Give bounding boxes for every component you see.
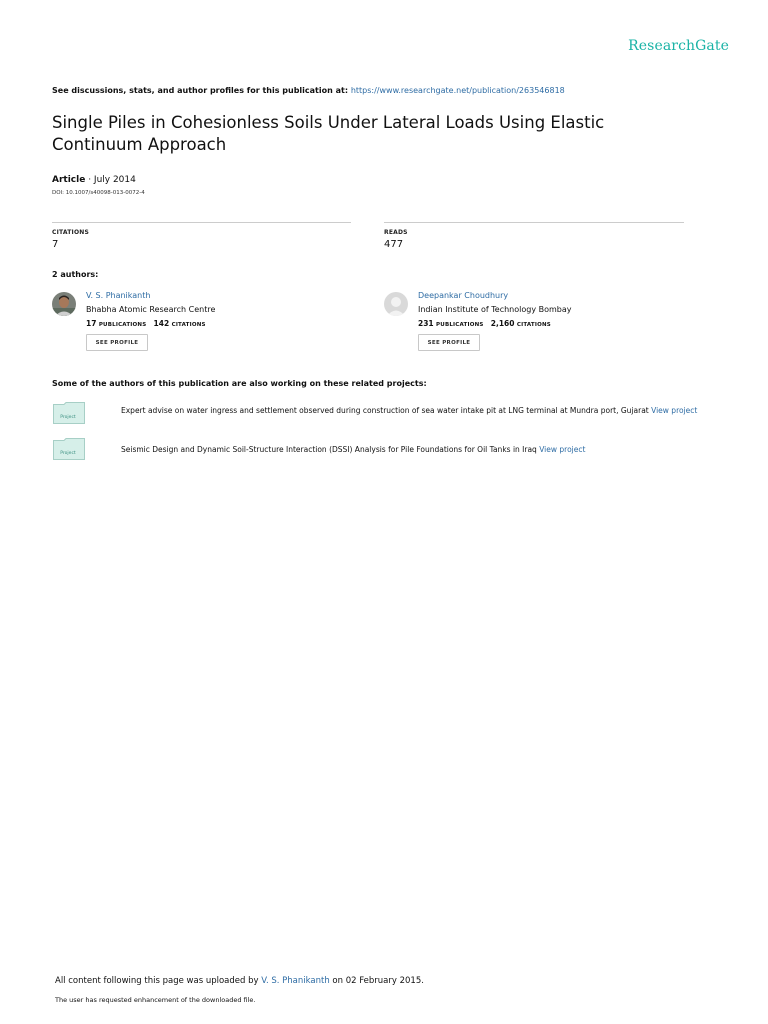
project-item bbox=[121, 405, 731, 416]
publication-date: · July 2014 bbox=[85, 175, 136, 185]
uploader-link[interactable]: V. S. Phanikanth bbox=[261, 976, 330, 986]
see-profile-button-phanikanth[interactable]: SEE PROFILE bbox=[86, 334, 148, 351]
discussion-line bbox=[52, 86, 565, 95]
upload-suffix: on 02 February 2015. bbox=[329, 976, 424, 986]
discussion-text: See discussions, stats, and author profiles for this publication at: bbox=[52, 86, 351, 95]
project-icon-label: Project bbox=[60, 415, 76, 420]
project-description: Expert advise on water ingress and settlement observed during construction of sea water intake pit at LNG terminal at Mundra port, Gujarat bbox=[121, 406, 652, 415]
citations-label: CITATIONS bbox=[52, 229, 90, 236]
author-publications-label: PUBLICATIONS bbox=[98, 322, 147, 328]
enhancement-note: The user has requested enhancement of the downloaded file. bbox=[55, 996, 256, 1004]
citations-value: 7 bbox=[52, 239, 59, 250]
upload-note bbox=[55, 976, 424, 986]
author-stats bbox=[418, 319, 551, 328]
author-publications-label: PUBLICATIONS bbox=[436, 322, 484, 328]
author-citations-label: CITATIONS bbox=[171, 322, 206, 328]
publication-title: Single Piles in Cohesionless Soils Under Lateral Loads Using Elastic Continuum Approach bbox=[52, 113, 605, 154]
reads-divider bbox=[384, 222, 684, 223]
author-stats bbox=[86, 319, 206, 328]
author-citations-label: CITATIONS bbox=[516, 322, 551, 328]
citations-divider bbox=[52, 222, 351, 223]
author-institution: Bhabha Atomic Research Centre bbox=[86, 305, 216, 314]
project-icon-label: Project bbox=[60, 451, 76, 456]
project-folder-icon bbox=[53, 402, 85, 424]
author-publications-count: 231 bbox=[418, 319, 434, 328]
authors-heading: 2 authors: bbox=[52, 270, 99, 279]
author-name-phanikanth[interactable]: V. S. Phanikanth bbox=[86, 291, 151, 300]
upload-prefix: All content following this page was uploaded by bbox=[55, 976, 262, 986]
author-name-choudhury[interactable]: Deepankar Choudhury bbox=[418, 291, 509, 300]
author-avatar-phanikanth[interactable] bbox=[52, 292, 76, 316]
author-publications-count: 17 bbox=[86, 319, 97, 328]
project-description: Seismic Design and Dynamic Soil-Structure Interaction (DSSI) Analysis for Pile Foundations for Oil Tanks in Iraq bbox=[121, 445, 540, 454]
publication-link[interactable]: https://www.researchgate.net/publication/263546818 bbox=[350, 86, 565, 95]
publication-type: Article bbox=[52, 175, 86, 185]
projects-heading: Some of the authors of this publication are also working on these related projects: bbox=[52, 379, 427, 388]
view-project-link[interactable]: View project bbox=[651, 406, 698, 415]
reads-label: READS bbox=[384, 229, 408, 236]
view-project-link[interactable]: View project bbox=[539, 445, 586, 454]
author-avatar-choudhury[interactable] bbox=[384, 292, 408, 316]
project-folder-icon bbox=[53, 438, 85, 460]
project-item bbox=[121, 444, 731, 455]
researchgate-logo[interactable]: ResearchGate bbox=[628, 38, 729, 54]
publication-meta bbox=[52, 175, 136, 185]
see-profile-button-choudhury[interactable]: SEE PROFILE bbox=[418, 334, 480, 351]
publication-doi: DOI: 10.1007/s40098-013-0072-4 bbox=[52, 190, 145, 196]
author-institution: Indian Institute of Technology Bombay bbox=[418, 305, 572, 314]
author-citations-count: 2,160 bbox=[490, 319, 515, 328]
reads-value: 477 bbox=[384, 239, 404, 250]
author-citations-count: 142 bbox=[153, 319, 170, 328]
